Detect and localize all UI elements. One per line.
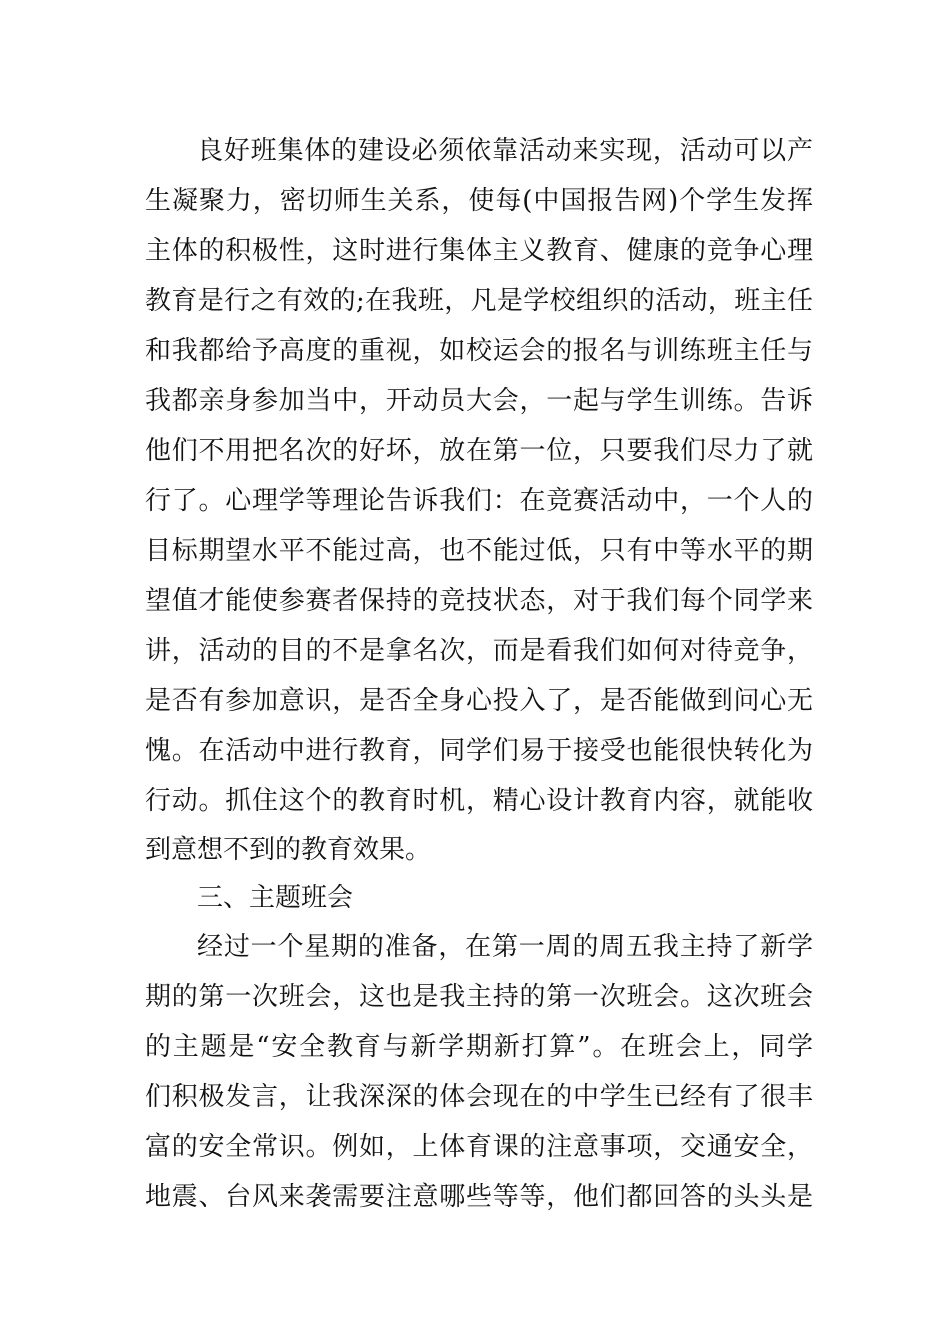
paragraph-2-line-6: 地震、台风来袭需要注意哪些等等，他们都回答的头头是 bbox=[145, 1182, 813, 1212]
paragraph-1-line-13: 愧。在活动中进行教育，同学们易于接受也能很快转化为 bbox=[145, 736, 813, 766]
section-heading: 三、主题班会 bbox=[197, 883, 354, 913]
paragraph-1-line-3: 主体的积极性，这时进行集体主义教育、健康的竞争心理 bbox=[145, 236, 813, 266]
paragraph-1-line-8: 行了。心理学等理论告诉我们：在竞赛活动中，一个人的 bbox=[145, 486, 813, 516]
paragraph-1-line-15: 到意想不到的教育效果。 bbox=[145, 835, 432, 865]
paragraph-2-line-5: 富的安全常识。例如，上体育课的注意事项，交通安全， bbox=[145, 1132, 813, 1162]
paragraph-1-line-7: 他们不用把名次的好坏，放在第一位，只要我们尽力了就 bbox=[145, 436, 813, 466]
paragraph-2-line-3: 的主题是“安全教育与新学期新打算”。在班会上，同学 bbox=[145, 1032, 813, 1062]
paragraph-2-line-1: 经过一个星期的准备，在第一周的周五我主持了新学 bbox=[197, 932, 813, 962]
paragraph-1-line-1: 良好班集体的建设必须依靠活动来实现，活动可以产 bbox=[197, 136, 813, 166]
paragraph-1-line-14: 行动。抓住这个的教育时机，精心设计教育内容，就能收 bbox=[145, 786, 813, 816]
paragraph-2-line-4: 们积极发言，让我深深的体会现在的中学生已经有了很丰 bbox=[145, 1082, 813, 1112]
paragraph-1-line-4: 教育是行之有效的;在我班，凡是学校组织的活动，班主任 bbox=[145, 286, 813, 316]
paragraph-1-line-6: 我都亲身参加当中，开动员大会，一起与学生训练。告诉 bbox=[145, 386, 813, 416]
paragraph-1-line-11: 讲，活动的目的不是拿名次，而是看我们如何对待竞争， bbox=[145, 636, 813, 666]
paragraph-2-line-2: 期的第一次班会，这也是我主持的第一次班会。这次班会 bbox=[145, 982, 813, 1012]
paragraph-1-line-9: 目标期望水平不能过高，也不能过低，只有中等水平的期 bbox=[145, 536, 813, 566]
paragraph-1-line-10: 望值才能使参赛者保持的竞技状态，对于我们每个同学来 bbox=[145, 586, 813, 616]
paragraph-1-line-5: 和我都给予高度的重视，如校运会的报名与训练班主任与 bbox=[145, 336, 813, 366]
paragraph-1-line-12: 是否有参加意识，是否全身心投入了，是否能做到问心无 bbox=[145, 686, 813, 716]
paragraph-1-line-2: 生凝聚力，密切师生关系，使每(中国报告网)个学生发挥 bbox=[145, 186, 813, 216]
